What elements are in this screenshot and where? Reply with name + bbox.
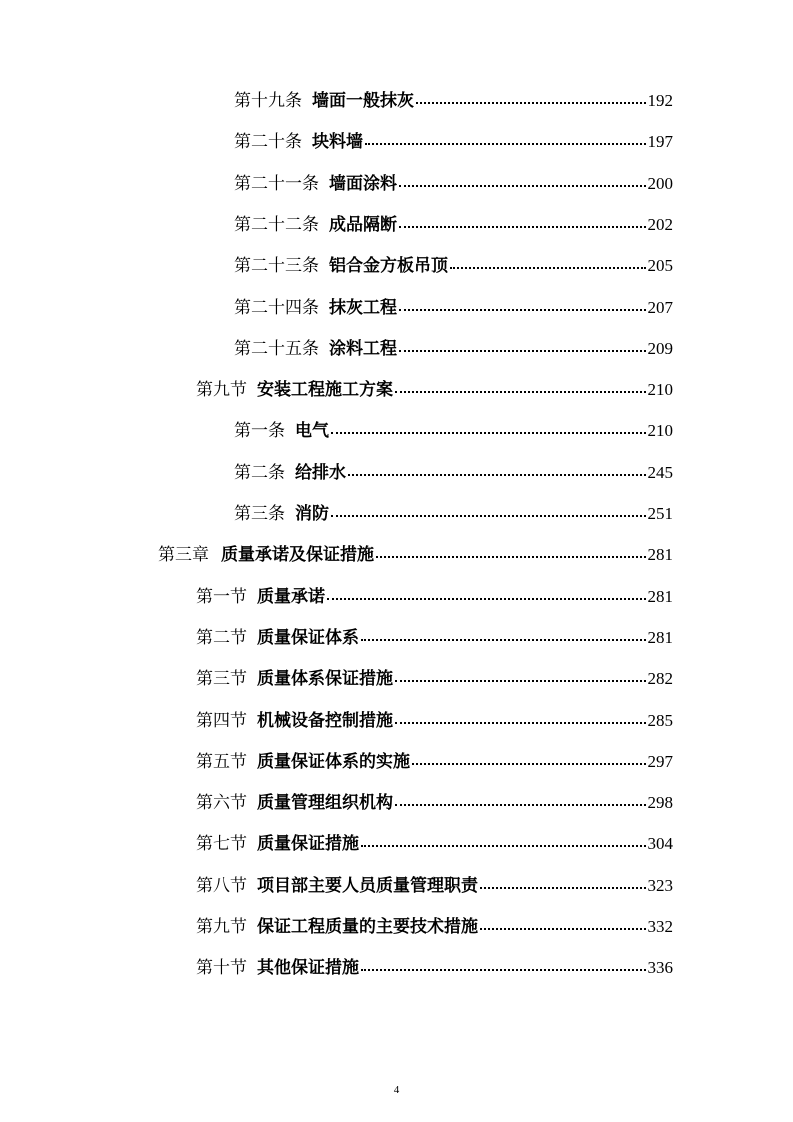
toc-entry[interactable] bbox=[234, 89, 673, 113]
toc-dot-leader bbox=[361, 637, 646, 641]
toc-entry-number: 第二十三条 bbox=[234, 256, 319, 277]
toc-entry-page: 297 bbox=[647, 751, 673, 771]
toc-entry-page: 210 bbox=[647, 380, 673, 400]
toc-entry-title: 质量保证措施 bbox=[257, 834, 359, 855]
toc-entry-number: 第三章 bbox=[158, 545, 209, 566]
toc-entry[interactable] bbox=[196, 832, 673, 856]
toc-entry-page: 298 bbox=[647, 793, 673, 813]
toc-entry-number: 第九节 bbox=[196, 917, 247, 937]
toc-entry-page: 281 bbox=[647, 545, 673, 565]
toc-entry-title: 安装工程施工方案 bbox=[257, 380, 393, 401]
toc-entry[interactable] bbox=[196, 750, 673, 774]
toc-entry-page: 245 bbox=[647, 462, 673, 482]
toc-entry-title: 其他保证措施 bbox=[257, 958, 359, 979]
toc-entry-number: 第二十五条 bbox=[234, 338, 319, 359]
toc-dot-leader bbox=[480, 885, 646, 889]
toc-entry-number: 第二十四条 bbox=[234, 297, 319, 318]
toc-entry-page: 192 bbox=[647, 91, 673, 110]
toc-entry-title: 电气 bbox=[295, 421, 329, 442]
toc-entry-number: 第一条 bbox=[234, 421, 285, 442]
toc-entry-page: 205 bbox=[647, 256, 673, 276]
toc-entry[interactable] bbox=[234, 172, 673, 196]
toc-dot-leader bbox=[412, 761, 646, 765]
toc-dot-leader bbox=[399, 183, 646, 187]
toc-entry-page: 200 bbox=[647, 173, 673, 193]
page-number: 4 bbox=[393, 1084, 400, 1096]
toc-dot-leader bbox=[450, 265, 646, 269]
toc-dot-leader bbox=[416, 100, 646, 104]
toc-entry-title: 块料墙 bbox=[312, 132, 363, 153]
toc-dot-leader bbox=[348, 472, 646, 476]
toc-entry[interactable] bbox=[196, 626, 673, 650]
toc-entry-page: 210 bbox=[647, 421, 673, 441]
toc-entry[interactable] bbox=[234, 296, 673, 320]
toc-entry-number: 第六节 bbox=[196, 793, 247, 814]
toc-dot-leader bbox=[395, 389, 646, 393]
toc-entry[interactable] bbox=[196, 585, 673, 609]
toc-entry[interactable] bbox=[234, 461, 673, 485]
toc-entry-page: 336 bbox=[647, 958, 673, 978]
toc-entry-page: 197 bbox=[647, 132, 673, 152]
toc-entry-page: 282 bbox=[647, 669, 673, 689]
toc-entry-title: 机械设备控制措施 bbox=[257, 710, 393, 731]
toc-dot-leader bbox=[399, 224, 646, 228]
toc-dot-leader bbox=[361, 967, 646, 971]
toc-dot-leader bbox=[395, 678, 646, 682]
toc-entry-page: 209 bbox=[647, 338, 673, 358]
toc-entry-title: 质量体系保证措施 bbox=[257, 669, 393, 690]
toc-entry-page: 281 bbox=[647, 627, 673, 647]
toc-entry[interactable] bbox=[196, 378, 673, 402]
toc-dot-leader bbox=[361, 843, 646, 847]
toc-entry-title: 质量承诺及保证措施 bbox=[221, 545, 374, 566]
toc-entry-number: 第十九条 bbox=[234, 91, 302, 111]
toc-entry[interactable] bbox=[196, 915, 673, 939]
toc-entry-number: 第二十一条 bbox=[234, 173, 319, 194]
toc-entry-title: 质量承诺 bbox=[257, 586, 325, 607]
toc-entry-number: 第三条 bbox=[234, 504, 285, 524]
toc-entry-title: 成品隔断 bbox=[329, 214, 397, 235]
toc-dot-leader bbox=[399, 348, 646, 352]
toc-entry-number: 第九节 bbox=[196, 380, 247, 401]
toc-entry-title: 抹灰工程 bbox=[329, 297, 397, 318]
toc-entry-page: 323 bbox=[647, 875, 673, 895]
toc-entry-number: 第一节 bbox=[196, 586, 247, 607]
toc-entry[interactable] bbox=[234, 502, 673, 526]
toc-entry-number: 第八节 bbox=[196, 875, 247, 896]
toc-entry-title: 项目部主要人员质量管理职责 bbox=[257, 875, 478, 896]
toc-entry-page: 202 bbox=[647, 214, 673, 234]
toc-entry[interactable] bbox=[234, 419, 673, 443]
toc-dot-leader bbox=[480, 926, 646, 930]
toc-entry[interactable] bbox=[158, 543, 673, 567]
toc-entry-page: 285 bbox=[647, 710, 673, 730]
toc-entry-number: 第七节 bbox=[196, 834, 247, 855]
toc-entry[interactable] bbox=[234, 254, 673, 278]
toc-dot-leader bbox=[327, 596, 646, 600]
toc-entry-title: 墙面涂料 bbox=[329, 173, 397, 194]
toc-entry-title: 涂料工程 bbox=[329, 338, 397, 359]
toc-entry-page: 332 bbox=[647, 917, 673, 936]
toc-entry-number: 第十节 bbox=[196, 958, 247, 979]
toc-entry-title: 墙面一般抹灰 bbox=[312, 91, 414, 111]
toc-dot-leader bbox=[395, 720, 646, 724]
toc-entry-title: 质量管理组织机构 bbox=[257, 793, 393, 814]
toc-dot-leader bbox=[365, 141, 646, 145]
toc-entry-title: 质量保证体系 bbox=[257, 627, 359, 648]
toc-entry-number: 第二十二条 bbox=[234, 214, 319, 235]
toc-entry[interactable] bbox=[196, 709, 673, 733]
toc-entry-title: 消防 bbox=[295, 504, 329, 524]
toc-dot-leader bbox=[331, 513, 646, 517]
toc-entry[interactable] bbox=[196, 874, 673, 898]
toc-entry[interactable] bbox=[196, 667, 673, 691]
toc-entry-page: 304 bbox=[647, 834, 673, 854]
toc-entry-number: 第二条 bbox=[234, 462, 285, 483]
toc-entry[interactable] bbox=[196, 791, 673, 815]
toc-dot-leader bbox=[399, 307, 646, 311]
toc-entry-number: 第四节 bbox=[196, 710, 247, 731]
toc-entry-page: 251 bbox=[647, 504, 673, 523]
toc-dot-leader bbox=[376, 554, 646, 558]
toc-entry-page: 281 bbox=[647, 586, 673, 606]
toc-entry[interactable] bbox=[234, 337, 673, 361]
toc-entry-number: 第五节 bbox=[196, 751, 247, 772]
toc-entry-title: 给排水 bbox=[295, 462, 346, 483]
toc-entry-title: 保证工程质量的主要技术措施 bbox=[257, 917, 478, 937]
toc-entry-title: 铝合金方板吊顶 bbox=[329, 256, 448, 277]
toc-entry-number: 第二节 bbox=[196, 627, 247, 648]
toc-entry[interactable] bbox=[196, 956, 673, 980]
toc-entry[interactable] bbox=[234, 130, 673, 154]
toc-entry-number: 第二十条 bbox=[234, 132, 302, 153]
toc-entry-title: 质量保证体系的实施 bbox=[257, 751, 410, 772]
toc-entry-number: 第三节 bbox=[196, 669, 247, 690]
toc-entry-page: 207 bbox=[647, 297, 673, 317]
toc-dot-leader bbox=[331, 430, 646, 434]
toc-dot-leader bbox=[395, 802, 646, 806]
toc-entry[interactable] bbox=[234, 213, 673, 237]
